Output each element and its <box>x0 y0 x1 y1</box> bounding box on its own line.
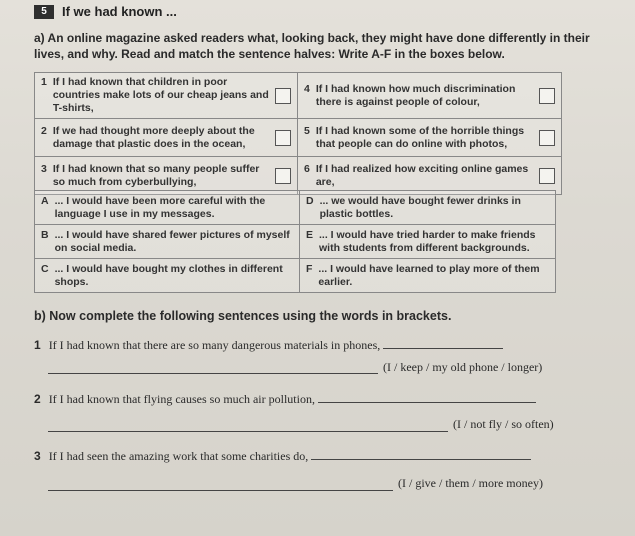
start-cell-3: 3 If I had known that so many people suffer so much from cyberbullying, <box>35 157 298 195</box>
ending-cell-e: E ... I would have tried harder to make friends with students from different backgrounds. <box>300 225 556 259</box>
answer-box-2[interactable] <box>275 130 291 146</box>
start-cell-4: 4 If I had known how much discrimination there is against people of colour, <box>298 73 562 119</box>
answer-box-4[interactable] <box>539 88 555 104</box>
ending-cell-b: B ... I would have shared fewer pictures of myself on social media. <box>35 225 300 259</box>
exercise-number: 5 <box>34 5 54 19</box>
hint-2: (I / not fly / so often) <box>453 417 554 431</box>
answer-line-3a[interactable] <box>311 449 531 460</box>
ending-cell-f: F ... I would have learned to play more of them earlier. <box>300 259 556 293</box>
start-cell-2: 2 If we had thought more deeply about the damage that plastic does in the ocean, <box>35 119 298 157</box>
start-cell-5: 5 If I had known some of the horrible things that people can do online with photos, <box>298 119 562 157</box>
ending-cell-a: A ... I would have been more careful with the language I use in my messages. <box>35 191 300 225</box>
hint-1: (I / keep / my old phone / longer) <box>383 360 543 374</box>
question-3: 3 If I had seen the amazing work that some charities do, <box>34 449 531 464</box>
part-a-instruction: a) An online magazine asked readers what, looking back, they might have done differently in their lives, and why. Read and match the sentence halves: Write A-F in the boxes below. <box>34 31 590 61</box>
answer-box-6[interactable] <box>539 168 555 184</box>
answer-box-5[interactable] <box>539 130 555 146</box>
exercise-title: If we had known ... <box>62 4 177 19</box>
start-cell-1: 1 If I had known that children in poor countries make lots of our cheap jeans and T-shirts, <box>35 73 298 119</box>
sentence-endings-table <box>34 190 556 293</box>
start-cell-6: 6 If I had realized how exciting online games are, <box>298 157 562 195</box>
answer-box-1[interactable] <box>275 88 291 104</box>
answer-line-3b[interactable] <box>48 480 393 491</box>
exercise-header <box>34 4 177 19</box>
part-b-instruction: b) Now complete the following sentences using the words in brackets. <box>34 309 452 323</box>
answer-line-1b[interactable] <box>48 363 378 374</box>
question-2: 2 If I had known that flying causes so much air pollution, <box>34 392 536 407</box>
ending-cell-d: D ... we would have bought fewer drinks in plastic bottles. <box>300 191 556 225</box>
hint-3: (I / give / them / more money) <box>398 476 543 490</box>
sentence-starts-table <box>34 72 562 195</box>
answer-line-2a[interactable] <box>318 392 536 403</box>
answer-box-3[interactable] <box>275 168 291 184</box>
ending-cell-c: C ... I would have bought my clothes in different shops. <box>35 259 300 293</box>
question-1: 1 If I had known that there are so many dangerous materials in phones, <box>34 338 503 353</box>
answer-line-2b[interactable] <box>48 421 448 432</box>
answer-line-1a[interactable] <box>383 338 503 349</box>
